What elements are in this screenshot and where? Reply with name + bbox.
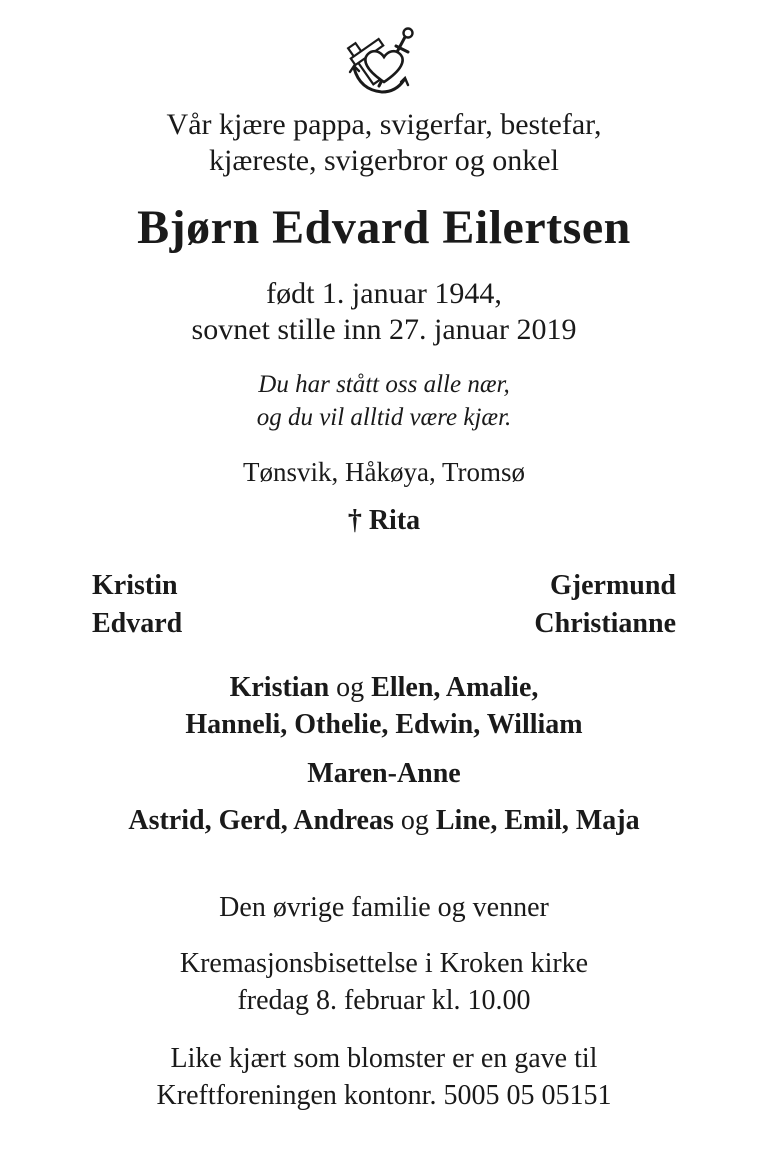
donation-line-1: Like kjært som blomster er en gave til: [170, 1043, 598, 1074]
grandchild-names: Ellen, Amalie,: [371, 672, 539, 703]
grandchildren-line-1: [0, 672, 768, 704]
birth-date: født 1. januar 1944,: [266, 277, 502, 310]
intro-line-1: Vår kjære pappa, svigerfar, bestefar,: [166, 108, 602, 141]
child-left-2: Edvard: [92, 608, 183, 639]
spouse-name: Rita: [368, 505, 421, 536]
family-friends: Den øvrige familie og venner: [219, 892, 549, 923]
spouse: [0, 505, 768, 537]
verse-line-2: og du vil alltid være kjær.: [256, 404, 512, 431]
sibling-names: Astrid, Gerd, Andreas: [128, 805, 394, 836]
cross-symbol: †: [347, 505, 362, 536]
ceremony-line-2: fredag 8. februar kl. 10.00: [237, 985, 531, 1016]
child-left-1: Kristin: [92, 570, 178, 601]
intro-line-2: kjæreste, svigerbror og onkel: [209, 144, 559, 177]
siblings-line: [0, 805, 768, 837]
child-right-2: Christianne: [534, 608, 676, 639]
death-date: sovnet stille inn 27. januar 2019: [191, 313, 577, 346]
grandchild-name: Kristian: [229, 672, 330, 703]
ceremony-line-1: Kremasjonsbisettelse i Kroken kirke: [179, 948, 589, 979]
donation-line-2: Kreftforeningen kontonr. 5005 05 05151: [156, 1080, 612, 1111]
faith-hope-love-icon: [346, 24, 422, 100]
child-right-1: Gjermund: [550, 570, 676, 601]
conjunction: og: [400, 805, 429, 836]
deceased-name: Bjørn Edvard Eilertsen: [137, 201, 631, 254]
grandchildren-line-2: Hanneli, Othelie, Edwin, William: [185, 709, 583, 740]
conjunction: og: [336, 672, 365, 703]
sibling-names-2: Line, Emil, Maja: [435, 805, 640, 836]
places: Tønsvik, Håkøya, Tromsø: [242, 457, 526, 487]
maren-anne: Maren-Anne: [307, 758, 461, 789]
verse-line-1: Du har stått oss alle nær,: [258, 371, 510, 398]
